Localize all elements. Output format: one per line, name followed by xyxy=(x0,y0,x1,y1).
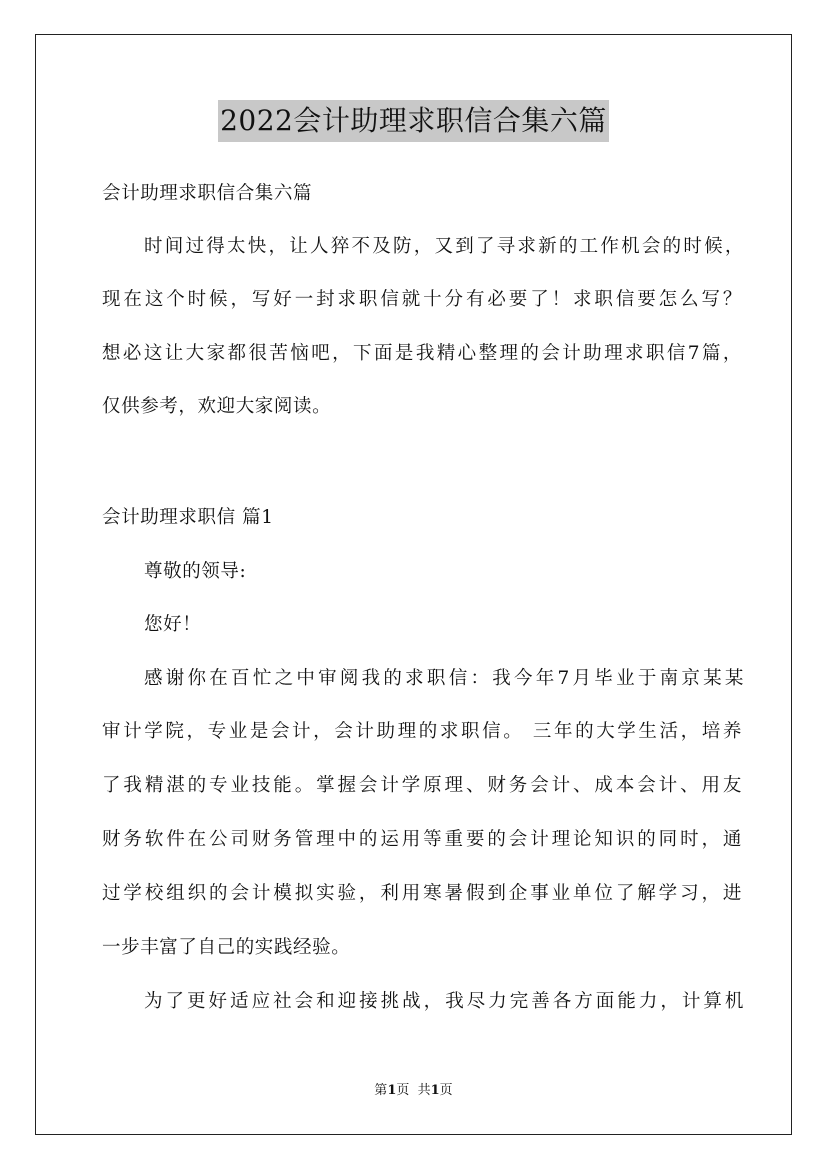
footer-page-current: 1 xyxy=(387,1083,397,1098)
paragraph1-line-6: 一步丰富了自己的实践经验。 xyxy=(102,937,351,958)
paragraph1-line-2: 审计学院，专业是会计，会计助理的求职信。 三年的大学生活，培养 xyxy=(102,721,742,742)
section-heading: 会计助理求职信 篇1 xyxy=(102,507,274,528)
footer-page-total: 1 xyxy=(430,1083,440,1098)
paragraph1-line-4: 财务软件在公司财务管理中的运用等重要的会计理论知识的同时，通 xyxy=(102,829,742,850)
intro-line-3: 想必这让大家都很苦恼吧，下面是我精心整理的会计助理求职信7篇， xyxy=(102,343,742,364)
document-title: 2022会计助理求职信合集六篇 xyxy=(218,100,609,142)
footer-page-mid: 页 共 xyxy=(396,1083,431,1098)
intro-line-4: 仅供参考，欢迎大家阅读。 xyxy=(102,396,332,417)
greeting: 您好！ xyxy=(144,614,202,635)
footer-page-prefix: 第 xyxy=(374,1083,388,1098)
paragraph1-line-3: 了我精湛的专业技能。掌握会计学原理、财务会计、成本会计、用友 xyxy=(102,775,742,796)
footer-page-suffix: 页 xyxy=(439,1083,453,1098)
paragraph2-line-1: 为了更好适应社会和迎接挑战，我尽力完善各方面能力，计算机 xyxy=(144,991,744,1012)
paragraph1-line-1: 感谢你在百忙之中审阅我的求职信：我今年7月毕业于南京某某 xyxy=(144,668,744,689)
salutation: 尊敬的领导: xyxy=(144,561,247,582)
intro-line-2: 现在这个时候，写好一封求职信就十分有必要了！求职信要怎么写？ xyxy=(102,289,742,310)
title-container xyxy=(0,100,827,142)
document-subtitle: 会计助理求职信合集六篇 xyxy=(102,183,313,204)
intro-line-1: 时间过得太快，让人猝不及防，又到了寻求新的工作机会的时候， xyxy=(144,236,744,257)
page-footer xyxy=(0,1081,827,1101)
paragraph1-line-5: 过学校组织的会计模拟实验，利用寒暑假到企事业单位了解学习，进 xyxy=(102,883,742,904)
